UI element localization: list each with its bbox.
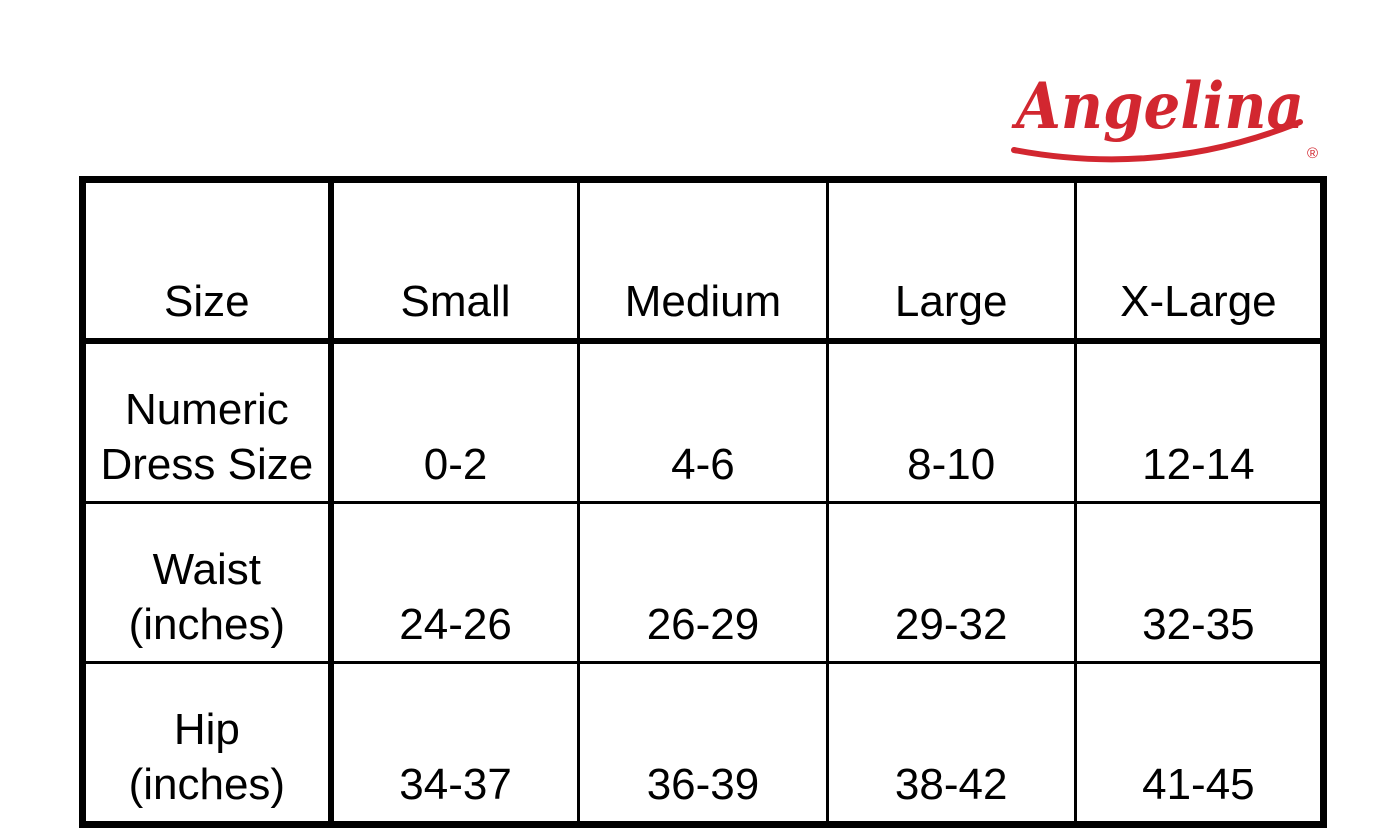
size-chart-header (83, 180, 1324, 342)
cell-waist-x-large: 32-35 (1075, 503, 1323, 663)
cell-dress-size-large: 8-10 (827, 341, 1075, 503)
cell-hip-medium: 36-39 (579, 663, 827, 825)
cell-waist-small: 24-26 (331, 503, 579, 663)
header-cell-large: Large (827, 180, 1075, 342)
row-label-waist (83, 503, 331, 663)
row-label-line: (inches) (128, 760, 286, 809)
cell-dress-size-small: 0-2 (331, 341, 579, 503)
cell-hip-large: 38-42 (827, 663, 1075, 825)
row-label-line: Waist (152, 545, 262, 594)
row-label-line: Numeric (124, 385, 289, 434)
header-cell-size: Size (83, 180, 331, 342)
table-row-hip (83, 663, 1324, 825)
row-label-line: Hip (173, 705, 240, 754)
row-label-line: Dress Size (100, 440, 314, 489)
angelina-logo-icon (1002, 66, 1324, 170)
row-label-line: (inches) (128, 600, 286, 649)
cell-waist-medium: 26-29 (579, 503, 827, 663)
table-row-numeric-dress-size (83, 341, 1324, 503)
table-row-waist (83, 503, 1324, 663)
header-cell-x-large: X-Large (1075, 180, 1323, 342)
brand-logo (1002, 66, 1324, 170)
header-cell-medium: Medium (579, 180, 827, 342)
cell-hip-small: 34-37 (331, 663, 579, 825)
logo-text: Angelina (1011, 69, 1304, 144)
cell-dress-size-medium: 4-6 (579, 341, 827, 503)
row-label-hip (83, 663, 331, 825)
registered-trademark-icon: ® (1307, 145, 1319, 162)
cell-dress-size-x-large: 12-14 (1075, 341, 1323, 503)
cell-hip-x-large: 41-45 (1075, 663, 1323, 825)
row-label-numeric-dress-size (83, 341, 331, 503)
size-chart-body (83, 341, 1324, 825)
size-chart-table (79, 176, 1327, 828)
header-row (83, 180, 1324, 342)
cell-waist-large: 29-32 (827, 503, 1075, 663)
header-cell-small: Small (331, 180, 579, 342)
